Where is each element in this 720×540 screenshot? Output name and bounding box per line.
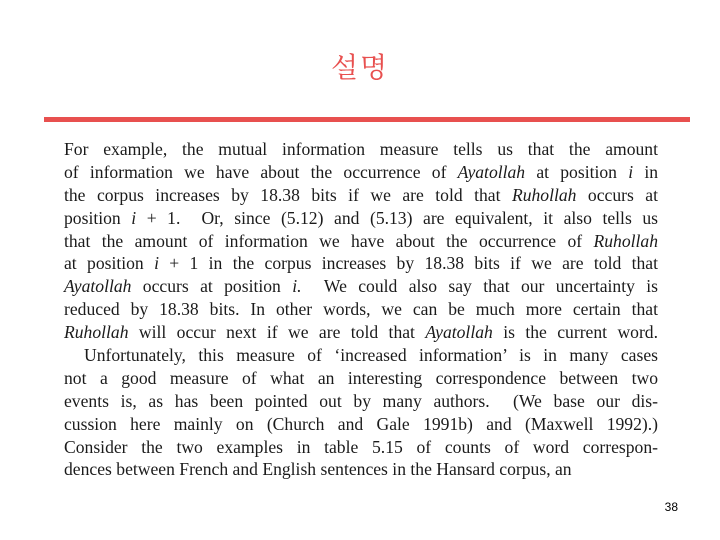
italic-term: Ayatollah [425,322,493,343]
text-segment: Consider the two examples in table 5.15 of counts of word correspon- [64,436,658,457]
slide-title: 설명 [330,51,390,84]
text-segment: will occur next if we are told that [128,322,426,343]
text-line [64,252,658,275]
text-segment: in [633,161,659,182]
text-segment: not a good measure of what an interesting correspondence between two [64,367,658,388]
italic-term: Ruhollah [511,184,577,205]
italic-term: Ayatollah [457,161,526,182]
scanned-text-excerpt [64,138,658,481]
text-line [64,413,658,436]
text-line [64,184,658,207]
text-line [64,390,658,413]
italic-term: Ayatollah [64,276,132,297]
text-segment: dences between French and English sentences in the Hansard corpus, an [64,459,572,480]
text-segment: + 1. Or, since (5.12) and (5.13) are equivalent, it also tells us [136,207,658,228]
italic-term: i [628,161,634,182]
italic-term: i [154,253,159,274]
text-line [64,207,658,230]
text-line [64,458,658,481]
text-segment: occurs at [576,184,658,205]
text-segment: the corpus increases by 18.38 bits if we are told that [64,184,512,205]
text-segment: For example, the mutual information measure tells us that the amount [64,139,658,159]
text-segment: position [64,207,132,228]
text-segment: We could also say that our uncertainty is [301,276,658,297]
text-segment: events is, as has been pointed out by many authors. (We base our dis- [64,390,658,411]
text-segment: + 1 in the corpus increases by 18.38 bits if we are told that [158,253,658,274]
text-line [64,436,658,459]
page-number: 38 [664,500,678,514]
text-segment: cussion here mainly on (Church and Gale 1991b) and (Maxwell 1992).) [64,413,658,434]
italic-term: Ruhollah [64,322,129,343]
text-line [64,321,658,344]
text-line [64,230,658,253]
text-segment: reduced by 18.38 bits. In other words, we can be much more certain that [64,299,658,320]
text-segment: Unfortunately, this measure of ‘increased information’ is in many cases [84,345,658,366]
text-segment: at position [64,253,155,274]
text-line [64,138,658,161]
italic-term: i [131,207,137,228]
text-line [64,367,658,390]
text-segment: occurs at position [131,276,293,297]
text-line [64,275,658,298]
text-segment: at position [525,161,629,182]
text-segment: is the current word. [492,322,659,343]
italic-term: i. [292,276,302,297]
text-line [64,298,658,321]
italic-term: Ruhollah [593,230,658,251]
text-segment: that the amount of information we have about the occurrence of [64,230,594,251]
text-line [64,161,658,184]
title-divider [44,117,690,122]
text-segment: of information we have about the occurrence of [64,161,458,182]
text-line [64,344,658,367]
